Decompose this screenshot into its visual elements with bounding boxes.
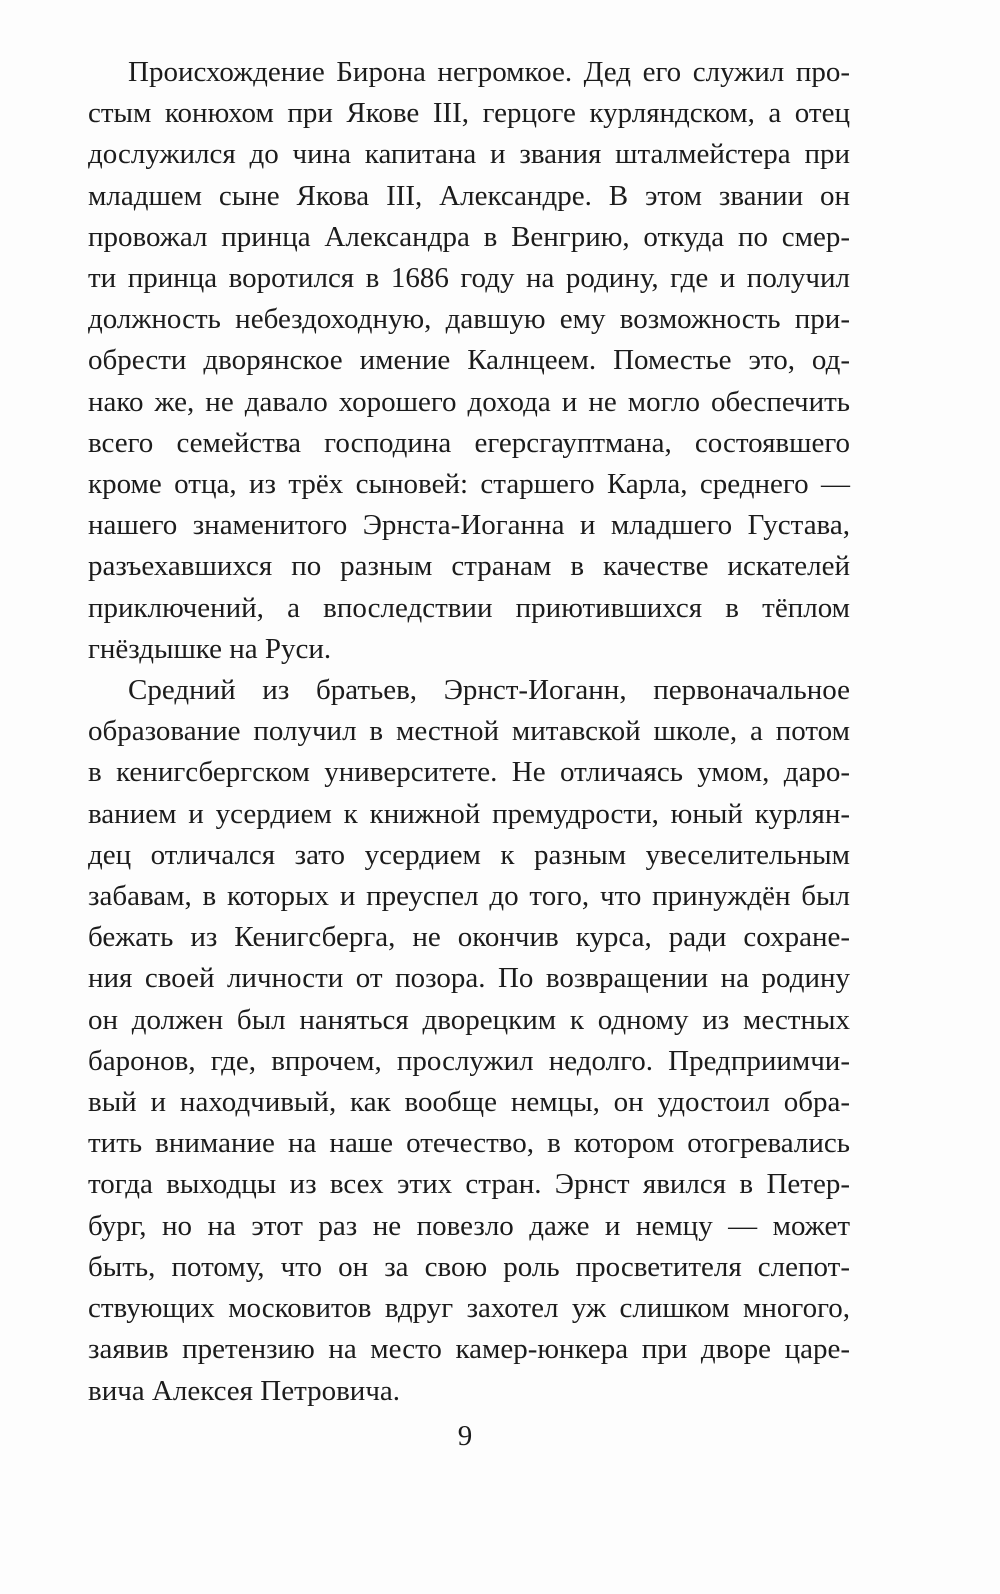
text-line: образование получил в местной митавской школе, а потом — [88, 715, 850, 748]
paragraph — [88, 670, 850, 1412]
text-line: Происхождение Бирона негромкое. Дед его служил про- — [128, 56, 850, 88]
text-line: должность небездоходную, давшую ему возможность при- — [88, 303, 850, 336]
text-line: гнёздышке на Руси. — [88, 632, 332, 665]
body-text — [88, 52, 850, 1412]
text-line: Средний из братьев, Эрнст-Иоганн, первоначальное — [128, 674, 850, 707]
text-line: кроме отца, из трёх сыновей: старшего Карла, среднего — — [88, 468, 850, 501]
text-line: баронов, где, впрочем, прослужил недолго. Предприимчи- — [88, 1044, 850, 1077]
text-line: ния своей личности от позора. По возвращении на родину — [88, 962, 850, 995]
text-line: быть, потому, что он за свою роль просветителя слепот- — [88, 1250, 850, 1283]
page-number: 9 — [457, 1420, 473, 1452]
text-line: бежать из Кенигсберга, не окончив курса, ради сохране- — [88, 921, 850, 954]
text-line: провожал принца Александра в Венгрию, откуда по смер- — [88, 220, 850, 253]
text-line: нако же, не давало хорошего дохода и не могло обеспечить — [88, 385, 850, 418]
text-line: приключений, а впоследствии приютившихся в тёплом — [88, 591, 850, 624]
text-line: тить внимание на наше отечество, в котором отогревались — [88, 1127, 850, 1160]
text-line: вича Алексея Петровича. — [88, 1374, 401, 1407]
text-line: тогда выходцы из всех этих стран. Эрнст явился в Петер- — [88, 1168, 850, 1201]
text-line: он должен был наняться дворецким к одному из местных — [88, 1003, 850, 1036]
text-line: дослужился до чина капитана и звания шталмейстера при — [88, 138, 850, 171]
text-line: вый и находчивый, как вообще немцы, он удостоил обра- — [88, 1086, 850, 1119]
text-line: ти принца воротился в 1686 году на родину, где и получил — [88, 262, 850, 295]
text-line: нашего знаменитого Эрнста-Иоганна и младшего Густава, — [88, 509, 850, 542]
text-line: заявив претензию на место камер-юнкера при дворе царе- — [88, 1333, 850, 1366]
text-line: ванием и усердием к книжной премудрости, юный курлян- — [88, 797, 850, 830]
text-line: стым конюхом при Якове III, герцоге курляндском, а отец — [88, 97, 850, 130]
text-line: всего семейства господина егерсгауптмана, состоявшего — [88, 426, 850, 459]
text-line: в кенигсбергском университете. Не отличаясь умом, даро- — [88, 756, 850, 789]
text-line: бург, но на этот раз не повезло даже и немцу — может — [88, 1209, 850, 1242]
text-line: обрести дворянское имение Калнцеем. Поместье это, од- — [88, 344, 850, 377]
text-line: забавам, в которых и преуспел до того, что принуждён был — [88, 880, 850, 913]
paragraph — [88, 52, 850, 670]
text-line: дец отличался зато усердием к разным увеселительным — [88, 838, 850, 871]
text-line: младшем сыне Якова III, Александре. В этом звании он — [88, 179, 850, 212]
text-line: ствующих московитов вдруг захотел уж слишком многого, — [88, 1292, 850, 1325]
text-line: разъехавшихся по разным странам в качестве искателей — [88, 550, 850, 583]
